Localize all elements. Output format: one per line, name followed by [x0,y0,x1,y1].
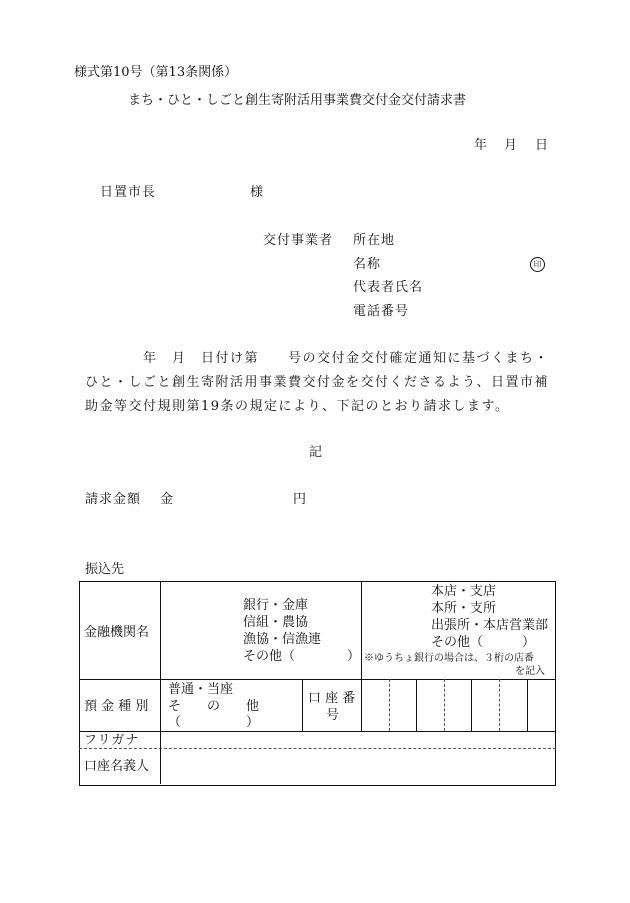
table-rule-2 [79,731,556,732]
address-label: 所在地 [353,233,396,248]
table-divider-type [302,679,303,731]
table-rule-1 [79,679,556,680]
body-line-2: ひと・しごと創生寄附活用事業費交付金を交付くださるよう、日置市補 [85,375,550,390]
table-rule-3 [79,748,556,749]
digit-divider [389,679,390,731]
branch-type: 本所・支所 [431,601,497,616]
account-type-option: （ ） [168,715,260,730]
seal-icon: 印 [530,257,545,272]
institution-type: 銀行・金庫 [243,598,309,613]
ki-mark: 記 [309,445,323,460]
digit-divider [499,679,500,731]
transfer-heading: 振込先 [85,562,125,577]
digit-divider [471,679,472,731]
account-type-option: そ の 他 [168,699,260,714]
amount-unit: 円 [293,492,307,507]
amount-prefix: 金 [160,492,174,507]
body-line-1: 年 月 日付け第 号の交付金交付確定通知に基づくまち・ [143,351,550,366]
yucho-note: ※ゆうちょ銀行の場合は、３桁の店番 [364,653,534,664]
account-number-label-cont: 号 [326,708,340,723]
table-divider-left [160,581,161,784]
institution-type: 漁協・信漁連 [243,632,322,647]
institution-type: その他（ ） [243,649,361,664]
branch-type: 出張所・本店営業部 [431,618,549,633]
date-month: 月 [504,138,518,153]
body-line-3: 助金等交付規則第19条の規定により、下記のとおり請求します。 [85,399,510,414]
branch-type: 本店・支店 [431,584,497,599]
date-year: 年 [474,138,488,153]
account-type-label: 預 金 種 別 [84,699,149,714]
institution-label: 金融機関名 [84,625,150,640]
account-holder-label: 口座名義人 [84,759,150,774]
addressee-name: 日置市長 [100,185,157,200]
branch-type: その他（ ） [431,635,536,650]
table-divider-mid [361,581,362,679]
digit-divider [527,679,528,731]
account-number-label: 口 座 番 [308,691,356,706]
document-title: まち・ひと・しごと創生寄附活用事業費交付金交付請求書 [128,93,467,108]
yucho-note-cont: を記入 [515,666,545,677]
institution-type: 信組・農協 [243,615,309,630]
applicant-heading: 交付事業者 [263,233,334,248]
phone-label: 電話番号 [353,304,410,319]
table-divider-number [361,679,362,731]
form-number: 様式第10号（第13条関係） [74,65,238,80]
seal-mark [530,257,545,272]
date-day: 日 [535,138,549,153]
digit-divider [444,679,445,731]
representative-label: 代表者氏名 [353,280,424,295]
digit-divider [416,679,417,731]
addressee-honorific: 様 [250,185,264,200]
furigana-label: フリガナ [84,733,140,748]
amount-label: 請求金額 [85,492,142,507]
name-label: 名称 [353,257,382,272]
account-type-option: 普通・当座 [168,682,234,697]
